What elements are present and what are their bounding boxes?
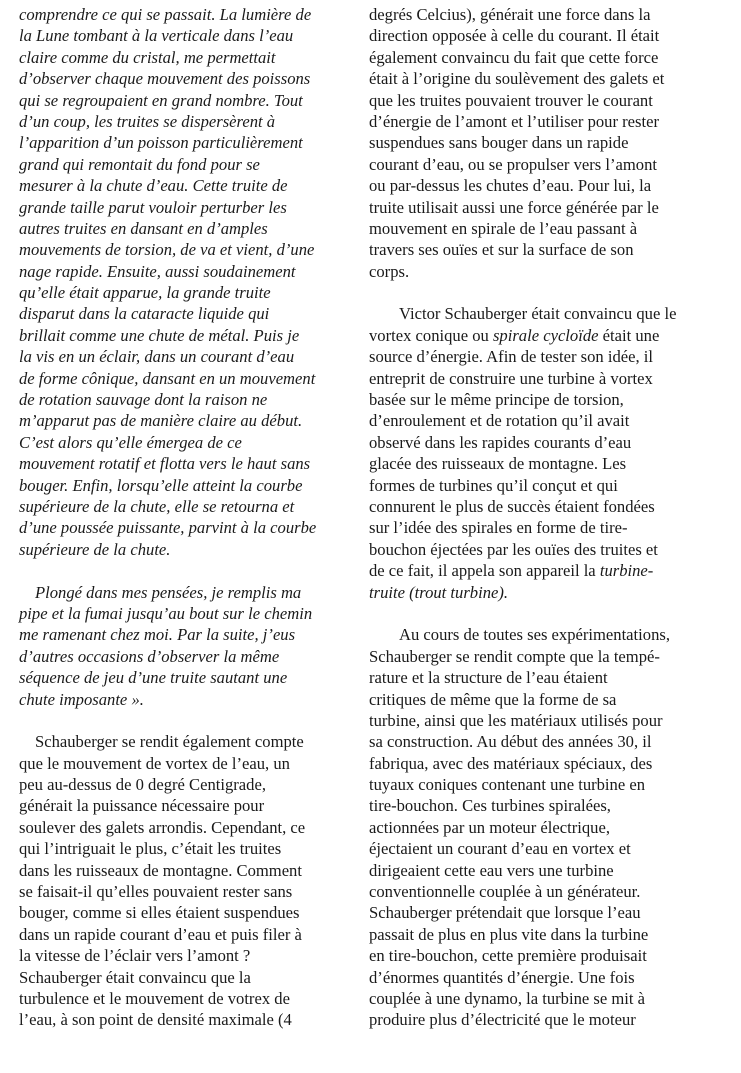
- text-line: d’énormes quantités d’énergie. Une fois: [369, 967, 635, 987]
- paragraph-gap: [19, 710, 357, 731]
- left-paragraph-body: [19, 731, 357, 1030]
- text-line: disparut dans la cataracte liquide qui: [19, 304, 270, 324]
- text-line: grand qui remontait du fond pour se: [19, 154, 260, 174]
- italic-term: spirale cycloïde: [492, 325, 599, 345]
- text-line: rature et la structure de l’eau étaient: [369, 668, 608, 688]
- text-line: supérieure de la chute, elle se retourna et: [19, 496, 295, 516]
- text-line: mouvement rotatif et flotta vers le haut sans: [19, 454, 311, 474]
- text-line: l’apparition d’un poisson particulièrement: [19, 133, 303, 153]
- text-line: Schauberger prétendait que lorsque l’eau: [369, 903, 641, 923]
- text-line: qu’elle était apparue, la grande truite: [19, 283, 271, 303]
- paragraph-gap: [369, 282, 725, 303]
- italic-term: turbine-: [599, 561, 654, 581]
- text-line: sur l’idée des spirales en forme de tire-: [369, 518, 628, 538]
- text-line: entreprit de construire une turbine à vortex: [369, 368, 653, 388]
- text-line: degrés Celcius), générait une force dans la: [369, 5, 651, 24]
- text-line: turbulence et le mouvement de votrex de: [19, 988, 290, 1008]
- text-line: sa construction. Au début des années 30, il: [369, 732, 652, 752]
- text-line: autres truites en dansant en d’amples: [19, 218, 268, 238]
- text-line: d’enroulement et de rotation qu’il avait: [369, 411, 630, 431]
- text-line: produire plus d’électricité que le moteur: [369, 1010, 636, 1030]
- text-line: d’observer chaque mouvement des poissons: [19, 69, 311, 89]
- text-line: bouger. Enfin, lorsqu’elle atteint la courbe: [19, 475, 303, 495]
- right-paragraph-3: [369, 624, 725, 1030]
- text-line: d’énergie de l’amont et l’utiliser pour rester: [369, 111, 659, 131]
- text-line: qui l’intriguait le plus, c’était les truites: [19, 839, 282, 859]
- text-run: vortex conique ou: [369, 325, 493, 345]
- text-line: en tire-bouchon, cette première produisait: [369, 946, 647, 966]
- text-line: l’eau, à son point de densité maximale (4: [19, 1010, 292, 1030]
- left-column: [19, 4, 357, 1031]
- text-line: tire-bouchon. Ces turbines spiralées,: [369, 796, 611, 816]
- text-line: la Lune tombant à la verticale dans l’eau: [19, 26, 294, 46]
- text-line: dirigeaient cette eau vers une turbine: [369, 860, 614, 880]
- text-line: de rotation sauvage dont la raison ne: [19, 390, 268, 410]
- text-line: bouger, comme si elles étaient suspendues: [19, 903, 300, 923]
- text-line: pipe et la fumai jusqu’au bout sur le chemin: [19, 603, 313, 623]
- paragraph-gap: [19, 560, 357, 581]
- text-line: peu au-dessus de 0 degré Centigrade,: [19, 775, 266, 795]
- left-paragraph-quote: [19, 4, 357, 560]
- text-line: Schauberger se rendit également compte: [35, 732, 304, 752]
- text-line: comprendre ce qui se passait. La lumière de: [19, 5, 312, 24]
- right-paragraph-1: [369, 4, 725, 282]
- text-line: suspendues sans bouger dans un rapide: [369, 133, 629, 153]
- text-line: la vitesse de l’éclair vers l’amont ?: [19, 946, 251, 966]
- text-line: soulever des galets arrondis. Cependant, ce: [19, 817, 306, 837]
- text-line: basée sur le même principe de torsion,: [369, 390, 624, 410]
- text-line: tuyaux coniques contenant une turbine en: [369, 775, 646, 795]
- text-line: que les truites pouvaient trouver le courant: [369, 90, 653, 110]
- text-line: m’apparut pas de manière claire au début.: [19, 411, 303, 431]
- text-line: connurent le plus de succès étaient fondées: [369, 496, 655, 516]
- text-line: éjectaient un courant d’eau en vortex et: [369, 839, 631, 859]
- text-line: brillait comme une chute de métal. Puis je: [19, 325, 300, 345]
- text-line: claire comme du cristal, me permettait: [19, 47, 276, 67]
- text-line: source d’énergie. Afin de tester son idée, il: [369, 347, 653, 367]
- text-line: formes de turbines qu’il conçut et qui: [369, 475, 618, 495]
- text-line: chute imposante ».: [19, 689, 144, 709]
- text-line: également convaincu du fait que cette force: [369, 47, 659, 67]
- text-line: d’autres occasions d’observer la même: [19, 646, 280, 666]
- text-line: était à l’origine du soulèvement des galets et: [369, 69, 665, 89]
- text-line: la vis en un éclair, dans un courant d’eau: [19, 347, 295, 367]
- text-line: Au cours de toutes ses expérimentations,: [399, 625, 670, 645]
- text-run: de ce fait, il appela son appareil la: [369, 561, 600, 581]
- text-line: corps.: [369, 261, 410, 281]
- text-line: ou par-dessus les chutes d’eau. Pour lui, la: [369, 176, 652, 196]
- text-line: truite utilisait aussi une force générée par le: [369, 197, 659, 217]
- text-line: travers ses ouïes et sur la surface de son: [369, 240, 634, 260]
- text-line: me ramenant chez moi. Par la suite, j’eus: [19, 625, 296, 645]
- text-line: que le mouvement de vortex de l’eau, un: [19, 753, 290, 773]
- text-line: Victor Schauberger était convaincu que le: [399, 304, 677, 324]
- text-line: truite (trout turbine).: [369, 582, 509, 602]
- text-line: bouchon éjectées par les ouïes des truites et: [369, 539, 658, 559]
- text-line: d’un coup, les truites se dispersèrent à: [19, 111, 276, 131]
- text-line: courant d’eau, ou se propulser vers l’amont: [369, 154, 657, 174]
- text-line: direction opposée à celle du courant. Il était: [369, 26, 660, 46]
- text-line: supérieure de la chute.: [19, 539, 171, 559]
- paragraph-gap: [369, 603, 725, 624]
- text-run: était une: [598, 325, 660, 345]
- text-line: grande taille parut vouloir perturber les: [19, 197, 287, 217]
- text-line: de forme cônique, dansant en un mouvement: [19, 368, 316, 388]
- text-line: dans les ruisseaux de montagne. Comment: [19, 860, 302, 880]
- text-line: mouvement en spirale de l’eau passant à: [369, 218, 638, 238]
- text-line: observé dans les rapides courants d’eau: [369, 432, 632, 452]
- text-line: conventionnelle couplée à un générateur.: [369, 882, 641, 902]
- text-line: critiques de même que la forme de sa: [369, 689, 617, 709]
- text-line: mouvements de torsion, de va et vient, d’une: [19, 240, 315, 260]
- text-line: d’une poussée puissante, parvint à la courbe: [19, 518, 317, 538]
- text-line: Schauberger se rendit compte que la tempé-: [369, 646, 660, 666]
- text-line: dans un rapide courant d’eau et puis filer à: [19, 924, 302, 944]
- text-line: se faisait-il qu’elles pouvaient rester sans: [19, 882, 293, 902]
- text-line: séquence de jeu d’une truite sautant une: [19, 668, 288, 688]
- text-line: générait la puissance nécessaire pour: [19, 796, 265, 816]
- text-line: actionnées par un moteur électrique,: [369, 817, 610, 837]
- text-line: mesurer à la chute d’eau. Cette truite de: [19, 176, 288, 196]
- text-line: [369, 560, 725, 581]
- text-line: C’est alors qu’elle émergea de ce: [19, 432, 242, 452]
- text-line: Plongé dans mes pensées, je remplis ma: [35, 582, 302, 602]
- text-line: glacée des ruisseaux de montagne. Les: [369, 454, 627, 474]
- text-line: fabriqua, avec des matériaux spéciaux, des: [369, 753, 653, 773]
- text-line: turbine, ainsi que les matériaux utilisés pour: [369, 710, 663, 730]
- right-column: [369, 4, 725, 1031]
- right-paragraph-2: [369, 303, 725, 602]
- text-line: passait de plus en plus vite dans la turbine: [369, 924, 649, 944]
- text-line: Schauberger était convaincu que la: [19, 967, 251, 987]
- text-line: couplée à une dynamo, la turbine se mit à: [369, 988, 646, 1008]
- text-line: qui se regroupaient en grand nombre. Tout: [19, 90, 303, 110]
- text-line: nage rapide. Ensuite, aussi soudainement: [19, 261, 296, 281]
- text-line: [369, 325, 725, 346]
- left-paragraph-quote-end: [19, 582, 357, 710]
